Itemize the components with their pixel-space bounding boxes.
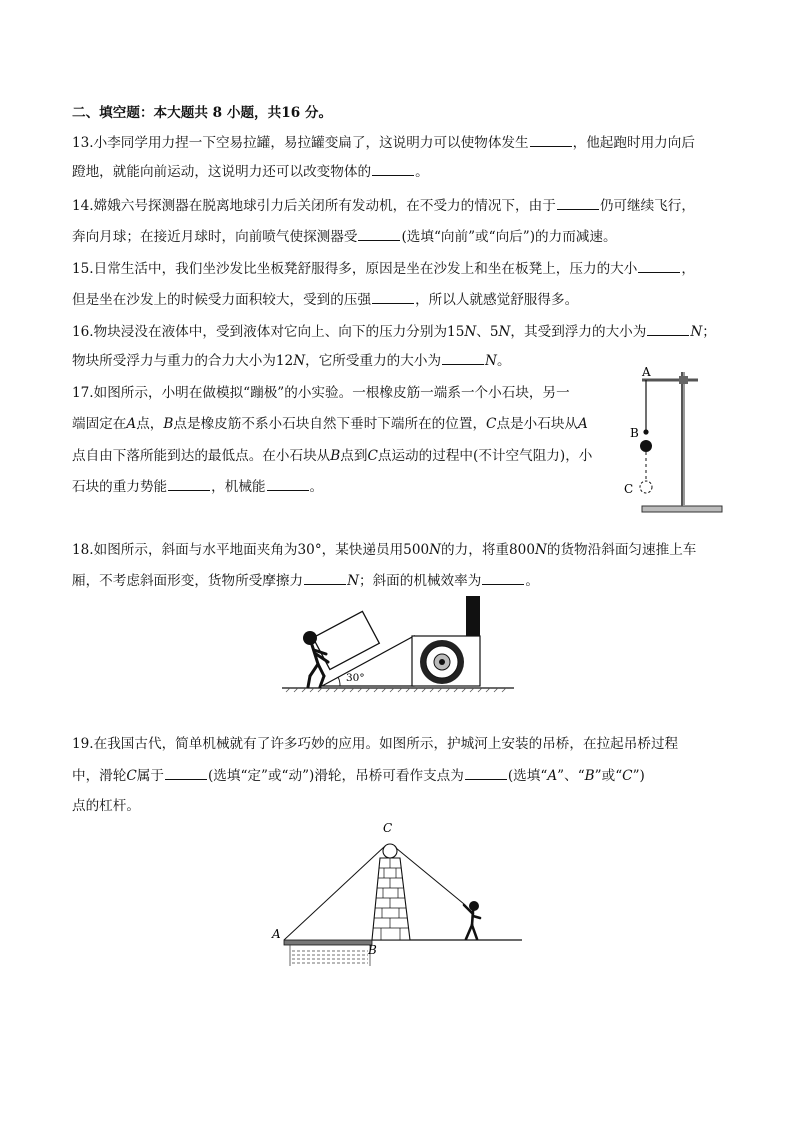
q17-bungee-figure xyxy=(624,360,730,520)
q17-point-a2: A xyxy=(578,416,588,432)
q14-line2 xyxy=(72,228,617,246)
q17-point-b2: B xyxy=(330,448,341,464)
q17-point-a: A xyxy=(126,416,137,432)
q18-text-c: 的货物沿斜面匀速推上车 xyxy=(546,542,697,558)
q14-line1 xyxy=(72,197,695,215)
q16-unit-2: N xyxy=(498,324,511,340)
q13-blank-2[interactable] xyxy=(372,163,414,176)
q16-text-b: 、5 xyxy=(476,324,499,340)
stand-clamp xyxy=(679,376,688,384)
bridge-deck xyxy=(284,940,372,945)
q18-unit-3: N xyxy=(347,573,359,589)
q19-line3: 点的杠杆。 xyxy=(72,798,140,814)
q16-text-d: ； xyxy=(702,324,716,340)
q18-unit-1: N xyxy=(429,542,442,558)
q13-blank-1[interactable] xyxy=(530,134,572,147)
q17-point-b: B xyxy=(163,416,174,432)
label-c: C xyxy=(624,482,634,496)
q13-text-a: 13.小李同学用力捏一下空易拉罐，易拉罐变扁了，这说明力可以使物体发生 xyxy=(72,135,529,151)
q18-text-e: ；斜面的机械效率为 xyxy=(359,573,482,589)
rope-to-person xyxy=(396,848,464,904)
truck-cab xyxy=(466,596,480,636)
q15-text-b: ， xyxy=(681,261,695,277)
q19-text-e: ”、“ xyxy=(557,768,585,784)
angle-label: 30° xyxy=(346,672,365,684)
q19-pulley-c: C xyxy=(126,768,137,784)
q17-line3 xyxy=(72,447,592,465)
q16-unit-1: N xyxy=(464,324,477,340)
q18-unit-2: N xyxy=(534,542,547,558)
q19-text-c: (选填“定”或“动”)滑轮，吊桥可看作支点为 xyxy=(207,768,464,784)
q17-text-b: 点， xyxy=(136,416,164,432)
q14-text-c: 奔向月球；在接近月球时，向前喷气使探测器受 xyxy=(72,229,358,245)
q13-text-c: 蹬地，就能向前运动，这说明力还可以改变物体的 xyxy=(72,164,372,180)
stone-lowest xyxy=(640,481,652,493)
q16-unit-3: N xyxy=(690,324,703,340)
label-a: A xyxy=(642,365,651,379)
q19-opt-a: A xyxy=(547,768,558,784)
q16-text-a: 16.物块浸没在液体中，受到液体对它向上、向下的压力分别为15 xyxy=(72,324,465,340)
q17-line1: 17.如图所示，小明在做模拟“蹦极”的小实验。一根橡皮筋一端系一个小石块，另一 xyxy=(72,385,570,401)
q17-text-j: 。 xyxy=(309,479,324,495)
q18-incline-figure xyxy=(278,592,518,696)
q18-text-d: 厢，不考虑斜面形变，货物所受摩擦力 xyxy=(72,573,304,589)
q17-text-h: 石块的重力势能 xyxy=(72,479,168,495)
q17-text-d: 点是小石块从 xyxy=(496,416,579,432)
q18-blank-1[interactable] xyxy=(304,572,346,585)
label-a: A xyxy=(272,927,281,941)
q18-line2 xyxy=(72,572,539,590)
q15-line1 xyxy=(72,260,695,278)
q17-text-c: 点是橡皮筋不系小石块自然下垂时下端所在的位置， xyxy=(173,416,487,432)
q16-blank-1[interactable] xyxy=(647,323,689,336)
q14-text-a: 14.嫦娥六号探测器在脱离地球引力后关闭所有发动机，在不受力的情况下，由于 xyxy=(72,198,556,214)
q19-drawbridge-figure xyxy=(268,818,528,968)
q19-text-f: ”或“ xyxy=(594,768,623,784)
q17-point-c: C xyxy=(486,416,497,432)
q19-opt-c: C xyxy=(622,768,633,784)
q17-text-a: 端固定在 xyxy=(72,416,127,432)
q13-text-d: 。 xyxy=(415,164,429,180)
label-c: C xyxy=(383,821,393,835)
q15-text-c: 但是坐在沙发上的时候受力面积较大，受到的压强 xyxy=(72,292,372,308)
q17-text-e: 点自由下落所能到达的最低点。在小石块从 xyxy=(72,448,331,464)
q14-blank-1[interactable] xyxy=(557,197,599,210)
q13-line2 xyxy=(72,163,429,181)
q17-text-f: 点到 xyxy=(340,448,368,464)
q17-text-g: 点运动的过程中(不计空气阻力)，小 xyxy=(377,448,593,464)
q17-line4 xyxy=(72,478,323,496)
q18-blank-2[interactable] xyxy=(482,572,524,585)
q18-text-a: 18.如图所示，斜面与水平地面夹角为30°，某快递员用500 xyxy=(72,542,430,558)
q17-text-i: ，机械能 xyxy=(211,479,266,495)
label-b: B xyxy=(630,426,639,440)
q19-line2 xyxy=(72,767,645,785)
q14-blank-2[interactable] xyxy=(358,228,400,241)
q16-line1 xyxy=(72,323,716,341)
q16-unit-5: N xyxy=(485,353,497,369)
q16-text-f: ，它所受重力的大小为 xyxy=(305,353,442,369)
rope-to-bridge xyxy=(284,847,384,940)
q15-line2 xyxy=(72,291,578,309)
q19-line1: 19.在我国古代，简单机械就有了许多巧妙的应用。如图所示，护城河上安装的吊桥，在拉起吊桥过程 xyxy=(72,736,679,752)
label-b: B xyxy=(368,943,377,957)
q18-text-f: 。 xyxy=(525,573,539,589)
q13-line1 xyxy=(72,134,695,152)
q18-text-b: 的力，将重800 xyxy=(441,542,535,558)
q15-blank-1[interactable] xyxy=(638,260,680,273)
moat-water xyxy=(292,951,368,963)
pulley-c xyxy=(383,844,397,858)
q19-blank-2[interactable] xyxy=(465,767,507,780)
q13-text-b: ，他起跑时用力向后 xyxy=(572,135,695,151)
q16-text-c: ，其受到浮力的大小为 xyxy=(510,324,647,340)
q16-line2 xyxy=(72,352,511,370)
section-heading: 二、填空题：本大题共 8 小题，共16 分。 xyxy=(72,105,333,121)
q16-blank-2[interactable] xyxy=(442,352,484,365)
q14-text-d: (选填“向前”或“向后”)的力而减速。 xyxy=(401,229,617,245)
q19-text-d: (选填“ xyxy=(507,768,548,784)
stone-ball xyxy=(640,440,652,452)
q16-unit-4: N xyxy=(293,353,306,369)
q19-text-b: 属于 xyxy=(136,768,164,784)
point-b-dot xyxy=(643,429,648,434)
q17-point-c2: C xyxy=(367,448,378,464)
q19-opt-b: B xyxy=(584,768,595,784)
q18-line1 xyxy=(72,541,696,559)
q16-text-g: 。 xyxy=(496,353,511,369)
q16-text-e: 物块所受浮力与重力的合力大小为12 xyxy=(72,353,294,369)
puller-figure xyxy=(464,901,480,939)
q19-text-a: 中，滑轮 xyxy=(72,768,127,784)
q15-text-d: ，所以人就感觉舒服得多。 xyxy=(415,292,579,308)
q19-blank-1[interactable] xyxy=(165,767,207,780)
q19-text-g: ”) xyxy=(632,768,645,784)
q17-line2 xyxy=(72,415,588,433)
stand-base xyxy=(642,506,722,512)
q14-text-b: 仍可继续飞行， xyxy=(599,198,695,214)
q15-blank-2[interactable] xyxy=(372,291,414,304)
q17-blank-2[interactable] xyxy=(267,478,309,491)
q17-blank-1[interactable] xyxy=(168,478,210,491)
q15-text-a: 15.日常生活中，我们坐沙发比坐板凳舒服得多，原因是坐在沙发上和坐在板凳上，压力的大小 xyxy=(72,261,638,277)
